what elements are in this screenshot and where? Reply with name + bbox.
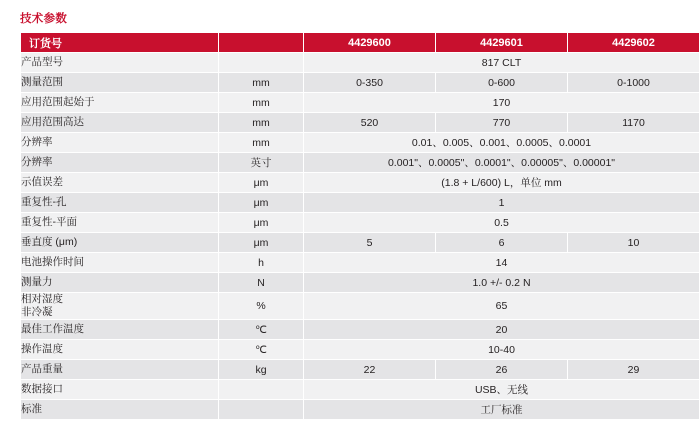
row-unit: mm	[219, 73, 304, 93]
row-label: 标准	[21, 400, 219, 420]
row-value: 10	[568, 233, 699, 253]
row-value: 14	[304, 253, 699, 273]
table-row	[21, 320, 699, 340]
row-unit: μm	[219, 213, 304, 233]
row-unit: mm	[219, 113, 304, 133]
row-value: 29	[568, 360, 699, 380]
table-row	[21, 93, 699, 113]
table-row	[21, 113, 699, 133]
row-value: 0-350	[304, 73, 436, 93]
row-value: 0-1000	[568, 73, 699, 93]
table-row	[21, 133, 699, 153]
header-col-3: 4429602	[568, 33, 699, 53]
row-label: 产品重量	[21, 360, 219, 380]
row-label: 示值误差	[21, 173, 219, 193]
table-row	[21, 360, 699, 380]
row-value: 817 CLT	[304, 53, 699, 73]
row-label: 应用范围起始于	[21, 93, 219, 113]
row-unit	[219, 380, 304, 400]
row-unit: μm	[219, 193, 304, 213]
row-value: 65	[304, 293, 699, 320]
table-row	[21, 173, 699, 193]
row-value: 0.5	[304, 213, 699, 233]
row-label: 分辨率	[21, 133, 219, 153]
row-value: 5	[304, 233, 436, 253]
row-value: USB、无线	[304, 380, 699, 400]
row-unit: %	[219, 293, 304, 320]
row-value: 170	[304, 93, 699, 113]
table-row	[21, 213, 699, 233]
row-label: 操作温度	[21, 340, 219, 360]
row-label: 数据接口	[21, 380, 219, 400]
row-unit: N	[219, 273, 304, 293]
header-col-2: 4429601	[436, 33, 568, 53]
table-row	[21, 253, 699, 273]
row-unit: mm	[219, 133, 304, 153]
header-order-number: 订货号	[21, 33, 219, 53]
page-title: 技术参数	[20, 10, 699, 26]
row-label: 分辨率	[21, 153, 219, 173]
header-row	[21, 33, 699, 53]
row-label: 测量范围	[21, 73, 219, 93]
row-label: 垂直度 (μm)	[21, 233, 219, 253]
row-label: 应用范围高达	[21, 113, 219, 133]
row-value: 工厂标准	[304, 400, 699, 420]
row-label: 重复性-平面	[21, 213, 219, 233]
row-value: (1.8 + L/600) L，单位 mm	[304, 173, 699, 193]
row-value: 20	[304, 320, 699, 340]
row-value: 6	[436, 233, 568, 253]
row-value: 770	[436, 113, 568, 133]
row-unit: ℃	[219, 320, 304, 340]
row-unit: μm	[219, 173, 304, 193]
table-row	[21, 293, 699, 320]
row-value: 1.0 +/- 0.2 N	[304, 273, 699, 293]
row-value: 0.001"、0.0005"、0.0001"、0.00005"、0.00001"	[304, 153, 699, 173]
row-unit	[219, 53, 304, 73]
table-row	[21, 53, 699, 73]
row-value: 520	[304, 113, 436, 133]
row-label: 电池操作时间	[21, 253, 219, 273]
table-row	[21, 233, 699, 253]
table-row	[21, 340, 699, 360]
row-unit	[219, 400, 304, 420]
table-row	[21, 273, 699, 293]
table-row	[21, 73, 699, 93]
row-label: 最佳工作温度	[21, 320, 219, 340]
row-value: 1	[304, 193, 699, 213]
table-row	[21, 400, 699, 420]
row-value: 0.01、0.005、0.001、0.0005、0.0001	[304, 133, 699, 153]
row-value: 26	[436, 360, 568, 380]
table-header	[21, 33, 699, 53]
row-label: 产品型号	[21, 53, 219, 73]
row-unit: mm	[219, 93, 304, 113]
row-value: 22	[304, 360, 436, 380]
row-unit: kg	[219, 360, 304, 380]
table-row	[21, 193, 699, 213]
row-unit: h	[219, 253, 304, 273]
specifications-table	[20, 32, 699, 420]
table-body	[21, 53, 699, 420]
row-unit: 英寸	[219, 153, 304, 173]
table-row	[21, 153, 699, 173]
row-value: 0-600	[436, 73, 568, 93]
row-label: 重复性-孔	[21, 193, 219, 213]
table-row	[21, 380, 699, 400]
row-label: 相对湿度 非冷凝	[21, 293, 219, 320]
row-value: 10-40	[304, 340, 699, 360]
row-value: 1170	[568, 113, 699, 133]
row-unit: ℃	[219, 340, 304, 360]
spec-page	[0, 10, 699, 444]
row-label: 测量力	[21, 273, 219, 293]
header-col-1: 4429600	[304, 33, 436, 53]
header-unit	[219, 33, 304, 53]
row-unit: μm	[219, 233, 304, 253]
